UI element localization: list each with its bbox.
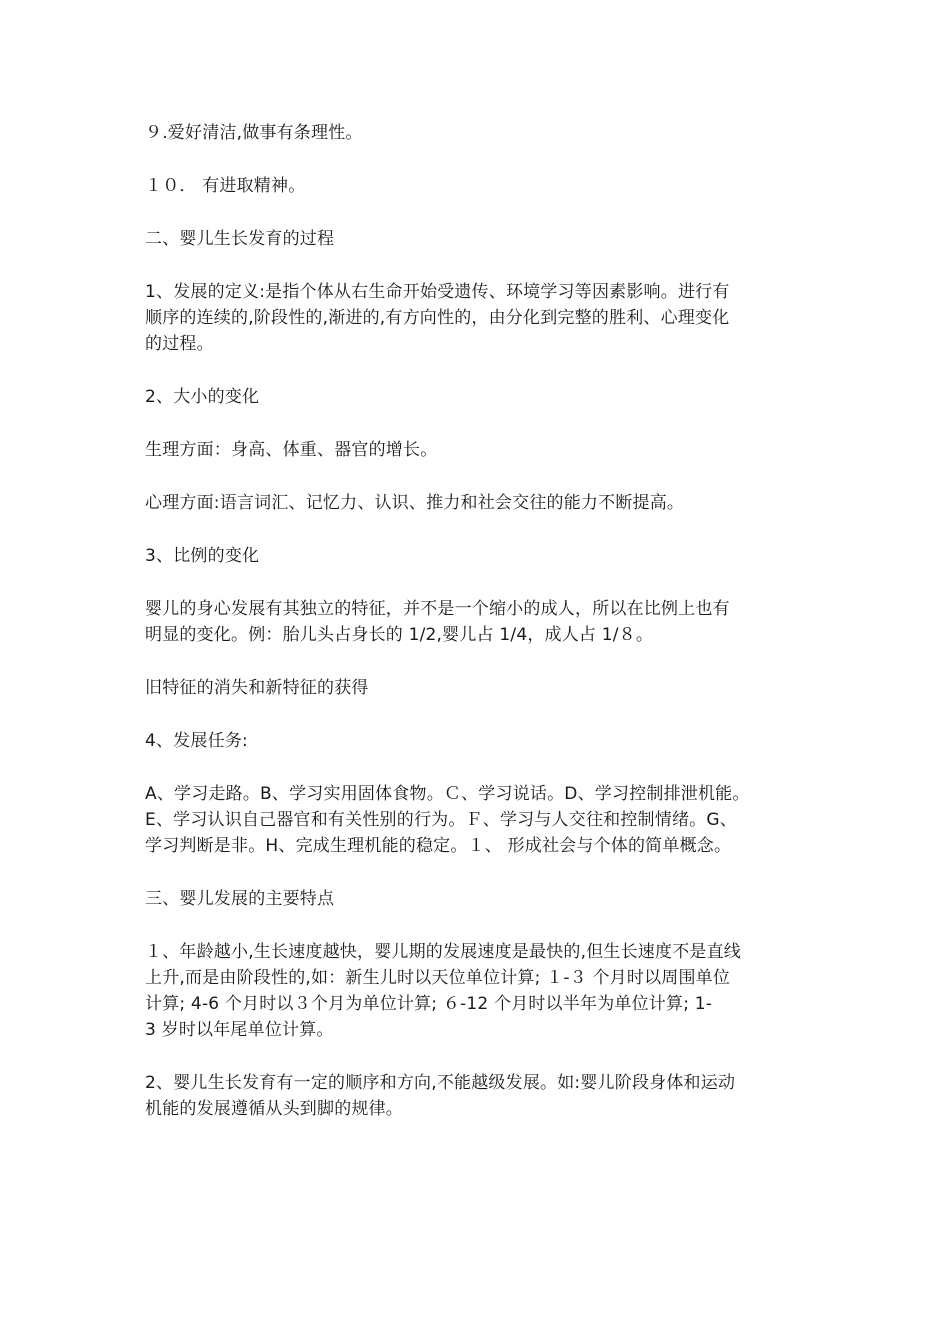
text-line: 明显的变化。例：胎儿头占身长的 1/2,婴儿占 1/4，成人占 1/８。: [145, 625, 654, 645]
text-line: 2、大小的变化: [145, 387, 260, 407]
text-line: ９.爱好清洁,做事有条理性。: [145, 123, 363, 143]
paragraph-growth-order: [145, 1070, 825, 1122]
text-line: 顺序的连续的,阶段性的,渐进的,有方向性的，由分化到完整的胜利、心理变化: [145, 308, 730, 328]
text-line: 4、发展任务:: [145, 731, 248, 751]
text-line: 计算; 4-6 个月时以３个月为单位计算; ６-12 个月时以半年为单位计算; 1-: [145, 994, 713, 1014]
list-item-9: [145, 120, 825, 146]
paragraph-proportion: [145, 596, 825, 648]
section-heading-2: [145, 226, 825, 252]
subheading-proportion-change: [145, 543, 825, 569]
text-line: 3 岁时以年尾单位计算。: [145, 1020, 334, 1040]
text-line: １、年龄越小,生长速度越快，婴儿期的发展速度是最快的,但生长速度不是直线: [145, 942, 742, 962]
heading-text: 二、婴儿生长发育的过程: [145, 229, 335, 249]
text-line: 的过程。: [145, 334, 214, 354]
document-page: [145, 120, 825, 1149]
text-line: 3、比例的变化: [145, 546, 260, 566]
text-line: 1、发展的定义:是指个体从右生命开始受遗传、环境学习等因素影响。进行有: [145, 282, 730, 302]
paragraph-psychology: [145, 490, 825, 516]
text-line: 机能的发展遵循从头到脚的规律。: [145, 1099, 403, 1119]
paragraph-tasks: [145, 781, 825, 859]
heading-text: 三、婴儿发展的主要特点: [145, 889, 335, 909]
list-item-10: [145, 173, 825, 199]
section-heading-3: [145, 886, 825, 912]
subheading-tasks: [145, 728, 825, 754]
text-line: １０． 有进取精神。: [145, 176, 306, 196]
text-line: 婴儿的身心发展有其独立的特征，并不是一个缩小的成人，所以在比例上也有: [145, 599, 730, 619]
text-line: 学习判断是非。H、完成生理机能的稳定。１、 形成社会与个体的简单概念。: [145, 836, 732, 856]
subheading-size-change: [145, 384, 825, 410]
paragraph-definition: [145, 279, 825, 357]
paragraph-features: [145, 675, 825, 701]
text-line: 生理方面：身高、体重、器官的增长。: [145, 440, 438, 460]
text-line: E、学习认识自己器官和有关性别的行为。Ｆ、学习与人交往和控制情绪。G、: [145, 810, 737, 830]
text-line: 心理方面:语言词汇、记忆力、认识、推力和社会交往的能力不断提高。: [145, 493, 685, 513]
paragraph-physiology: [145, 437, 825, 463]
text-line: 旧特征的消失和新特征的获得: [145, 678, 369, 698]
text-line: 上升,而是由阶段性的,如：新生儿时以天位单位计算; １-３ 个月时以周围单位: [145, 968, 731, 988]
text-line: 2、婴儿生长发育有一定的顺序和方向,不能越级发展。如:婴儿阶段身体和运动: [145, 1073, 736, 1093]
text-line: A、学习走路。B、学习实用固体食物。Ｃ、学习说话。D、学习控制排泄机能。: [145, 784, 750, 804]
paragraph-growth-speed: [145, 939, 825, 1043]
